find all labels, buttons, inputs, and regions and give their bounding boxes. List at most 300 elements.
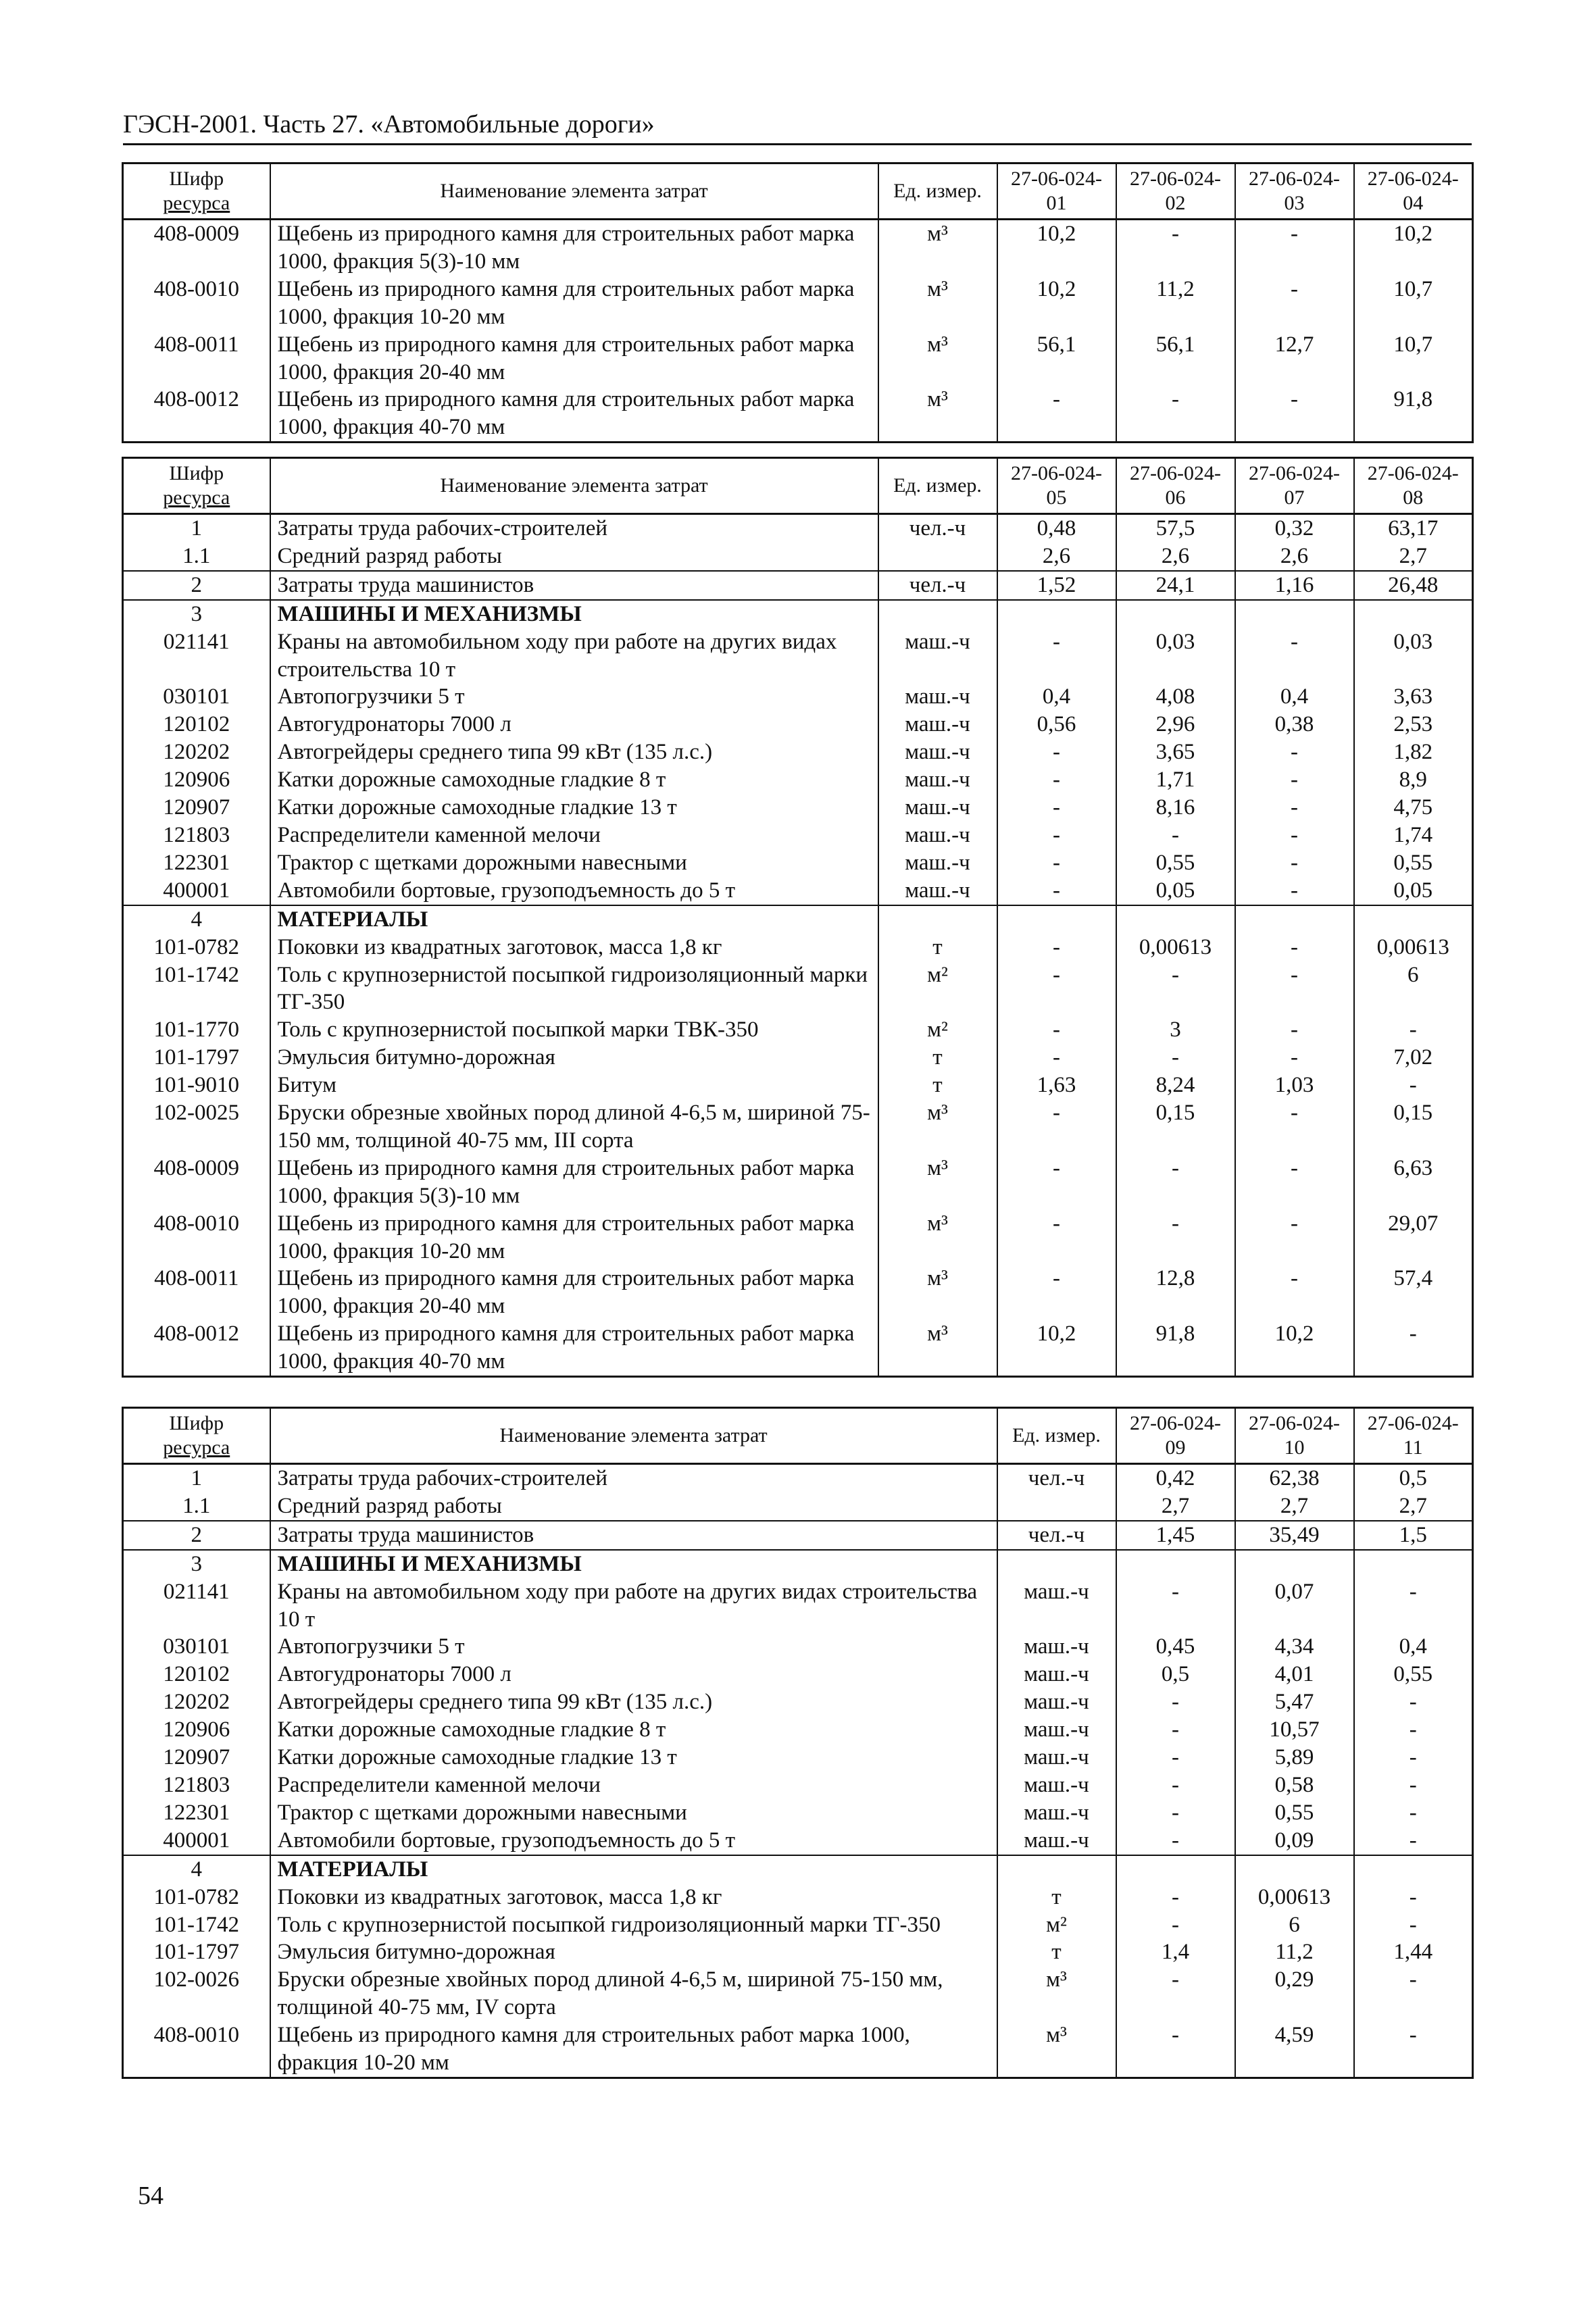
unit-cell: м³: [878, 276, 997, 331]
rate-value: 4,34: [1235, 1633, 1354, 1661]
rate-value: -: [1116, 961, 1235, 1017]
resource-row: [123, 2021, 1473, 2078]
resource-code: 408-0012: [123, 386, 270, 442]
resource-name: Толь с крупнозернистой посыпкой гидроизоляционный марки ТГ-350: [270, 1911, 997, 1939]
resource-table-1: [122, 162, 1474, 443]
rate-value: -: [1354, 1799, 1473, 1827]
resource-code: 120907: [123, 794, 270, 822]
resource-name: Щебень из природного камня для строительных работ марка 1000, фракция 20-40 мм: [270, 331, 878, 386]
rate-value: -: [1235, 1265, 1354, 1320]
rate-value: 0,56: [997, 711, 1116, 738]
resource-row: [123, 1016, 1473, 1044]
unit-cell: маш.-ч: [878, 711, 997, 738]
resource-code: 3: [123, 600, 270, 628]
resource-name: Трактор с щетками дорожными навесными: [270, 849, 878, 877]
rate-column-header: 27-06-024-06: [1116, 458, 1235, 514]
resource-row: [123, 934, 1473, 961]
rate-column-header: 27-06-024-10: [1235, 1408, 1354, 1464]
rate-value: [1235, 600, 1354, 628]
unit-cell: т: [878, 1044, 997, 1072]
rate-value: 3: [1116, 1016, 1235, 1044]
rate-value: 63,17: [1354, 514, 1473, 543]
rate-value: -: [1116, 1578, 1235, 1634]
rate-value: -: [1354, 1911, 1473, 1939]
resource-code: 120907: [123, 1744, 270, 1771]
rate-value: -: [997, 849, 1116, 877]
resource-code: 408-0010: [123, 276, 270, 331]
resource-row: [123, 331, 1473, 386]
rate-value: [997, 905, 1116, 934]
rate-value: -: [1235, 738, 1354, 766]
rate-value: -: [1235, 220, 1354, 276]
rate-value: [1354, 905, 1473, 934]
rate-value: 10,2: [997, 1320, 1116, 1376]
rate-value: 0,58: [1235, 1771, 1354, 1799]
rate-value: [1354, 1855, 1473, 1884]
code-column-header: Шифр ресурса: [123, 1408, 270, 1464]
rate-value: 0,03: [1116, 628, 1235, 684]
rate-value: [1235, 1855, 1354, 1884]
rate-value: [1116, 905, 1235, 934]
rate-value: -: [1116, 1799, 1235, 1827]
rate-value: 10,2: [1235, 1320, 1354, 1376]
resource-row: [123, 961, 1473, 1017]
rate-value: -: [1354, 2021, 1473, 2078]
resource-row: [123, 1492, 1473, 1521]
unit-cell: м³: [997, 1966, 1116, 2021]
table-body: [123, 220, 1473, 443]
resource-name: Автопогрузчики 5 т: [270, 683, 878, 711]
resource-row: [123, 276, 1473, 331]
unit-cell: м³: [878, 331, 997, 386]
resource-row: [123, 1884, 1473, 1911]
rate-value: -: [1116, 1688, 1235, 1716]
resource-code: 408-0010: [123, 1210, 270, 1265]
rate-value: -: [997, 961, 1116, 1017]
resource-code: 101-1770: [123, 1016, 270, 1044]
code-column-header: Шифр ресурса: [123, 458, 270, 514]
rate-column-header: 27-06-024-01: [997, 164, 1116, 220]
rate-value: -: [1235, 877, 1354, 905]
rate-value: 2,6: [997, 543, 1116, 571]
rate-value: 11,2: [1116, 276, 1235, 331]
resource-code: 2: [123, 571, 270, 600]
rate-value: -: [1354, 1578, 1473, 1634]
rate-value: 0,55: [1116, 849, 1235, 877]
rate-value: 12,8: [1116, 1265, 1235, 1320]
rate-value: 1,03: [1235, 1072, 1354, 1099]
rate-value: [1354, 600, 1473, 628]
resource-row: [123, 386, 1473, 442]
resource-row: [123, 1966, 1473, 2021]
table-header-row: [123, 458, 1473, 514]
resource-code: 1: [123, 1464, 270, 1492]
code-column-header: Шифр ресурса: [123, 164, 270, 220]
rate-value: 1,52: [997, 571, 1116, 600]
rate-value: -: [1116, 1911, 1235, 1939]
rate-value: 5,47: [1235, 1688, 1354, 1716]
resource-row: [123, 1744, 1473, 1771]
rate-value: -: [1235, 822, 1354, 849]
resource-code: 101-1797: [123, 1938, 270, 1966]
unit-cell: чел.-ч: [878, 514, 997, 543]
rate-value: -: [1235, 1099, 1354, 1155]
rate-value: -: [1116, 1044, 1235, 1072]
resource-row: [123, 849, 1473, 877]
rate-value: 0,55: [1235, 1799, 1354, 1827]
resource-row: [123, 543, 1473, 571]
resource-row: [123, 628, 1473, 684]
rate-value: -: [1235, 766, 1354, 794]
resource-name: МАШИНЫ И МЕХАНИЗМЫ: [270, 1550, 997, 1578]
rate-value: 0,42: [1116, 1464, 1235, 1492]
rate-value: [997, 600, 1116, 628]
resource-code: 101-1742: [123, 961, 270, 1017]
resource-code: 3: [123, 1550, 270, 1578]
resource-name: Эмульсия битумно-дорожная: [270, 1044, 878, 1072]
resource-row: [123, 738, 1473, 766]
resource-row: [123, 1716, 1473, 1744]
resource-code: 120202: [123, 1688, 270, 1716]
resource-row: [123, 514, 1473, 543]
rate-value: -: [1235, 849, 1354, 877]
rate-value: 56,1: [997, 331, 1116, 386]
unit-cell: чел.-ч: [997, 1521, 1116, 1550]
rate-value: -: [1235, 1044, 1354, 1072]
rate-value: 0,15: [1354, 1099, 1473, 1155]
rate-value: 0,29: [1235, 1966, 1354, 2021]
resource-code: 030101: [123, 1633, 270, 1661]
unit-column-header: Ед. измер.: [997, 1408, 1116, 1464]
resource-row: [123, 794, 1473, 822]
unit-cell: [997, 1855, 1116, 1884]
resource-name: Бруски обрезные хвойных пород длиной 4-6,5 м, шириной 75-150 мм, толщиной 40-75 мм, III сорта: [270, 1099, 878, 1155]
rate-value: -: [997, 1016, 1116, 1044]
resource-row: [123, 822, 1473, 849]
unit-cell: м³: [878, 220, 997, 276]
rate-value: -: [997, 794, 1116, 822]
rate-value: -: [1116, 2021, 1235, 2078]
resource-code: 030101: [123, 683, 270, 711]
resource-code: 1.1: [123, 1492, 270, 1521]
unit-cell: маш.-ч: [878, 877, 997, 905]
resource-name: Битум: [270, 1072, 878, 1099]
resource-row: [123, 1072, 1473, 1099]
rate-value: 0,05: [1116, 877, 1235, 905]
rate-value: 0,45: [1116, 1633, 1235, 1661]
unit-cell: м²: [878, 1016, 997, 1044]
unit-cell: чел.-ч: [878, 571, 997, 600]
unit-cell: маш.-ч: [878, 628, 997, 684]
resource-name: МАТЕРИАЛЫ: [270, 905, 878, 934]
resource-name: Бруски обрезные хвойных пород длиной 4-6,5 м, шириной 75-150 мм, толщиной 40-75 мм, IV сорта: [270, 1966, 997, 2021]
rate-value: 8,24: [1116, 1072, 1235, 1099]
unit-cell: маш.-ч: [997, 1799, 1116, 1827]
rate-column-header: 27-06-024-05: [997, 458, 1116, 514]
resource-name: Затраты труда рабочих-строителей: [270, 1464, 997, 1492]
resource-code: 408-0012: [123, 1320, 270, 1376]
rate-value: 1,63: [997, 1072, 1116, 1099]
resource-name: Щебень из природного камня для строительных работ марка 1000, фракция 40-70 мм: [270, 1320, 878, 1376]
unit-cell: т: [878, 934, 997, 961]
rate-value: 0,4: [997, 683, 1116, 711]
resource-code: 120906: [123, 766, 270, 794]
rate-value: [1235, 1550, 1354, 1578]
resource-name: МАТЕРИАЛЫ: [270, 1855, 997, 1884]
unit-cell: м²: [997, 1911, 1116, 1939]
unit-cell: маш.-ч: [878, 822, 997, 849]
unit-cell: т: [997, 1884, 1116, 1911]
rate-value: 6,63: [1354, 1155, 1473, 1210]
resource-row: [123, 1827, 1473, 1855]
unit-cell: маш.-ч: [997, 1661, 1116, 1688]
resource-name: Автогудронаторы 7000 л: [270, 711, 878, 738]
resource-name: Средний разряд работы: [270, 1492, 997, 1521]
rate-value: 0,00613: [1354, 934, 1473, 961]
rate-value: 0,00613: [1235, 1884, 1354, 1911]
resource-row: [123, 1911, 1473, 1939]
resource-name: МАШИНЫ И МЕХАНИЗМЫ: [270, 600, 878, 628]
resource-name: Толь с крупнозернистой посыпкой гидроизоляционный марки ТГ-350: [270, 961, 878, 1017]
resource-name: Щебень из природного камня для строительных работ марка 1000, фракция 20-40 мм: [270, 1265, 878, 1320]
rate-value: 4,08: [1116, 683, 1235, 711]
resource-row: [123, 1210, 1473, 1265]
rate-value: -: [1116, 1827, 1235, 1855]
resource-code: 101-9010: [123, 1072, 270, 1099]
section-heading-row: [123, 1855, 1473, 1884]
rate-column-header: 27-06-024-11: [1354, 1408, 1473, 1464]
resource-row: [123, 1155, 1473, 1210]
rate-value: -: [1235, 1210, 1354, 1265]
unit-cell: м³: [878, 386, 997, 442]
resource-name: Затраты труда машинистов: [270, 1521, 997, 1550]
rate-value: -: [1116, 386, 1235, 442]
resource-name: Катки дорожные самоходные гладкие 8 т: [270, 1716, 997, 1744]
resource-code: 120906: [123, 1716, 270, 1744]
rate-value: -: [1116, 1771, 1235, 1799]
resource-name: Средний разряд работы: [270, 543, 878, 571]
rate-value: 62,38: [1235, 1464, 1354, 1492]
rate-value: -: [1116, 1744, 1235, 1771]
rate-value: 1,45: [1116, 1521, 1235, 1550]
resource-code: 101-1797: [123, 1044, 270, 1072]
rate-value: 10,2: [997, 220, 1116, 276]
resource-name: Эмульсия битумно-дорожная: [270, 1938, 997, 1966]
rate-value: -: [1116, 220, 1235, 276]
resource-row: [123, 220, 1473, 276]
rate-value: -: [997, 766, 1116, 794]
rate-value: -: [1116, 1210, 1235, 1265]
unit-cell: м³: [878, 1265, 997, 1320]
resource-code: 101-0782: [123, 934, 270, 961]
resource-name: Распределители каменной мелочи: [270, 822, 878, 849]
resource-name: Катки дорожные самоходные гладкие 8 т: [270, 766, 878, 794]
rate-value: 7,02: [1354, 1044, 1473, 1072]
unit-cell: маш.-ч: [997, 1578, 1116, 1634]
rate-value: 2,7: [1235, 1492, 1354, 1521]
resource-code: 408-0011: [123, 1265, 270, 1320]
resource-row: [123, 1688, 1473, 1716]
resource-table-2: [122, 457, 1474, 1378]
table-header-row: [123, 164, 1473, 220]
name-column-header: Наименование элемента затрат: [270, 164, 878, 220]
resource-name: Щебень из природного камня для строительных работ марка 1000, фракция 40-70 мм: [270, 386, 878, 442]
rate-column-header: 27-06-024-02: [1116, 164, 1235, 220]
rate-value: 2,6: [1235, 543, 1354, 571]
rate-value: 0,15: [1116, 1099, 1235, 1155]
resource-row: [123, 1938, 1473, 1966]
resource-code: 101-1742: [123, 1911, 270, 1939]
resource-code: 400001: [123, 1827, 270, 1855]
resource-code: 121803: [123, 822, 270, 849]
rate-value: 10,2: [1354, 220, 1473, 276]
resource-row: [123, 766, 1473, 794]
unit-cell: м³: [878, 1210, 997, 1265]
resource-code: 408-0010: [123, 2021, 270, 2078]
rate-value: 91,8: [1116, 1320, 1235, 1376]
rate-column-header: 27-06-024-07: [1235, 458, 1354, 514]
rate-value: 0,5: [1354, 1464, 1473, 1492]
rate-value: 6: [1235, 1911, 1354, 1939]
resource-code: 1: [123, 514, 270, 543]
rate-value: 57,4: [1354, 1265, 1473, 1320]
resource-name: Автопогрузчики 5 т: [270, 1633, 997, 1661]
resource-name: Катки дорожные самоходные гладкие 13 т: [270, 1744, 997, 1771]
rate-value: 4,75: [1354, 794, 1473, 822]
resource-row: [123, 1464, 1473, 1492]
table-header-row: [123, 1408, 1473, 1464]
rate-value: 5,89: [1235, 1744, 1354, 1771]
rate-value: 35,49: [1235, 1521, 1354, 1550]
rate-value: 0,32: [1235, 514, 1354, 543]
rate-value: -: [1354, 1884, 1473, 1911]
resource-name: Затраты труда рабочих-строителей: [270, 514, 878, 543]
resource-code: 120102: [123, 1661, 270, 1688]
unit-cell: маш.-ч: [997, 1744, 1116, 1771]
resource-code: 408-0009: [123, 1155, 270, 1210]
rate-value: -: [997, 877, 1116, 905]
rate-value: -: [1354, 1716, 1473, 1744]
resource-row: [123, 1099, 1473, 1155]
unit-cell: маш.-ч: [878, 683, 997, 711]
rate-value: -: [997, 738, 1116, 766]
resource-code: 120202: [123, 738, 270, 766]
section-heading-row: [123, 1550, 1473, 1578]
rate-value: -: [1354, 1771, 1473, 1799]
resource-row: [123, 683, 1473, 711]
rate-value: 2,96: [1116, 711, 1235, 738]
rate-value: -: [997, 1044, 1116, 1072]
resource-name: Трактор с щетками дорожными навесными: [270, 1799, 997, 1827]
unit-cell: т: [997, 1938, 1116, 1966]
resource-name: Поковки из квадратных заготовок, масса 1,8 кг: [270, 1884, 997, 1911]
unit-cell: маш.-ч: [997, 1771, 1116, 1799]
resource-code: 122301: [123, 849, 270, 877]
resource-name: Автогрейдеры среднего типа 99 кВт (135 л.с.): [270, 1688, 997, 1716]
unit-cell: маш.-ч: [878, 794, 997, 822]
resource-name: Катки дорожные самоходные гладкие 13 т: [270, 794, 878, 822]
rate-value: -: [997, 1210, 1116, 1265]
unit-cell: маш.-ч: [997, 1688, 1116, 1716]
rate-value: -: [1235, 386, 1354, 442]
unit-cell: чел.-ч: [997, 1464, 1116, 1492]
resource-name: Краны на автомобильном ходу при работе на других видах строительства 10 т: [270, 628, 878, 684]
rate-value: -: [1235, 934, 1354, 961]
resource-code: 101-0782: [123, 1884, 270, 1911]
resource-code: 102-0025: [123, 1099, 270, 1155]
rate-value: 2,53: [1354, 711, 1473, 738]
rate-value: -: [1116, 1966, 1235, 2021]
rate-value: -: [1235, 1016, 1354, 1044]
unit-cell: м³: [878, 1155, 997, 1210]
rate-value: 11,2: [1235, 1938, 1354, 1966]
rate-value: 4,01: [1235, 1661, 1354, 1688]
resource-name: Затраты труда машинистов: [270, 571, 878, 600]
resource-code: 021141: [123, 628, 270, 684]
resource-code: 122301: [123, 1799, 270, 1827]
rate-value: 0,5: [1116, 1661, 1235, 1688]
resource-row: [123, 711, 1473, 738]
rate-value: 10,2: [997, 276, 1116, 331]
resource-code: 400001: [123, 877, 270, 905]
resource-table-3: [122, 1407, 1474, 2079]
resource-code: 2: [123, 1521, 270, 1550]
rate-value: -: [1354, 1688, 1473, 1716]
rate-value: 0,38: [1235, 711, 1354, 738]
resource-name: Щебень из природного камня для строительных работ марка 1000, фракция 10-20 мм: [270, 2021, 997, 2078]
rate-value: -: [1116, 822, 1235, 849]
rate-value: 1,16: [1235, 571, 1354, 600]
resource-code: 102-0026: [123, 1966, 270, 2021]
rate-column-header: 27-06-024-04: [1354, 164, 1473, 220]
rate-value: 0,07: [1235, 1578, 1354, 1634]
rate-value: 1,44: [1354, 1938, 1473, 1966]
page-number: 54: [138, 2182, 164, 2210]
rate-value: -: [997, 934, 1116, 961]
resource-name: Поковки из квадратных заготовок, масса 1,8 кг: [270, 934, 878, 961]
rate-value: -: [997, 1155, 1116, 1210]
resource-code: 120102: [123, 711, 270, 738]
resource-row: [123, 1320, 1473, 1376]
rate-value: 1,74: [1354, 822, 1473, 849]
rate-column-header: 27-06-024-08: [1354, 458, 1473, 514]
rate-value: 57,5: [1116, 514, 1235, 543]
resource-name: Автогудронаторы 7000 л: [270, 1661, 997, 1688]
rate-value: 1,5: [1354, 1521, 1473, 1550]
rate-value: -: [1116, 1884, 1235, 1911]
unit-cell: [878, 543, 997, 571]
rate-value: 1,82: [1354, 738, 1473, 766]
resource-row: [123, 1521, 1473, 1550]
rate-value: -: [997, 386, 1116, 442]
rate-value: -: [1354, 1016, 1473, 1044]
rate-value: -: [1354, 1744, 1473, 1771]
rate-value: 10,7: [1354, 276, 1473, 331]
rate-value: 0,4: [1354, 1633, 1473, 1661]
resource-name: Щебень из природного камня для строительных работ марка 1000, фракция 10-20 мм: [270, 276, 878, 331]
name-column-header: Наименование элемента затрат: [270, 1408, 997, 1464]
unit-cell: маш.-ч: [997, 1827, 1116, 1855]
rate-value: -: [1116, 1155, 1235, 1210]
unit-cell: м³: [878, 1320, 997, 1376]
resource-row: [123, 877, 1473, 905]
rate-value: 0,09: [1235, 1827, 1354, 1855]
unit-cell: м²: [878, 961, 997, 1017]
unit-column-header: Ед. измер.: [878, 458, 997, 514]
resource-name: Краны на автомобильном ходу при работе на других видах строительства 10 т: [270, 1578, 997, 1634]
rate-value: [1116, 1550, 1235, 1578]
unit-cell: м³: [878, 1099, 997, 1155]
